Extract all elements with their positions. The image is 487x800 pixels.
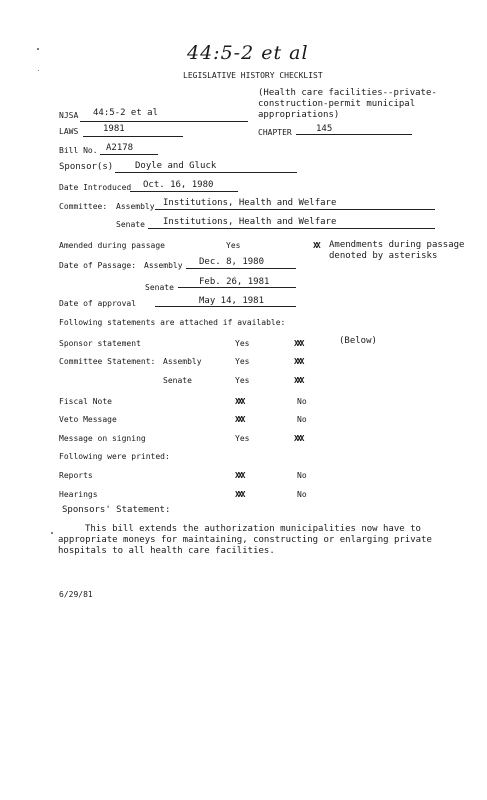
sponsors-statement-line-1: This bill extends the authorization municipalities now have to [85,524,421,534]
committee-senate-underline [148,228,435,229]
chapter-value: 145 [316,124,333,134]
committee-assembly-value: Institutions, Health and Welfare [163,198,337,208]
subject-line-2: construction-permit municipal [258,99,416,109]
amended-value: Yes [226,241,241,250]
committee-assembly-label: Assembly [116,202,155,211]
footer-date: 6/29/81 [59,590,93,599]
laws-value: 1981 [103,124,125,134]
subject-line-1: (Health care facilities--private- [258,88,437,98]
chapter-label: CHAPTER [258,128,292,137]
passage-assembly-value: Dec. 8, 1980 [199,257,265,267]
sponsors-value: Doyle and Gluck [135,161,217,171]
bill-underline [100,154,158,155]
njsa-underline [80,121,248,122]
page-title: LEGISLATIVE HISTORY CHECKLIST [183,71,323,80]
njsa-value: 44:5-2 et al [93,108,159,118]
approval-label: Date of approval [59,299,137,308]
bill-label: Bill No. [59,146,98,155]
committee-statement-label: Committee Statement: [59,357,156,366]
veto-message-no: No [297,415,307,424]
committee-statement-assembly-yes: Yes [235,357,250,366]
sponsors-label: Sponsor(s) [59,162,114,172]
hearings-yes-struck: XXX [235,490,244,499]
chapter-underline [296,134,412,135]
committee-statement-senate-label: Senate [163,376,192,385]
hearings-label: Hearings [59,490,98,499]
committee-statement-senate-yes: Yes [235,376,250,385]
scan-speck [37,48,39,50]
committee-senate-label: Senate [116,220,145,229]
hearings-no: No [297,490,307,499]
bill-value: A2178 [106,143,134,153]
amended-label: Amended during passage [59,241,165,250]
date-introduced-underline [130,191,238,192]
sponsors-underline [115,172,297,173]
fiscal-note-no: No [297,397,307,406]
laws-label: LAWS [59,127,79,136]
passage-senate-underline [178,287,296,288]
amended-struck-mark: XX [313,241,319,250]
fiscal-note-label: Fiscal Note [59,397,112,406]
amended-note-line-1: Amendments during passage [329,240,465,250]
committee-statement-assembly-no-struck: XXX [294,357,303,366]
reports-no: No [297,471,307,480]
passage-senate-label: Senate [145,283,174,292]
sponsor-statement-yes: Yes [235,339,250,348]
date-introduced-label: Date Introduced [59,183,132,192]
njsa-label: NJSA [59,111,79,120]
committee-statement-assembly-label: Assembly [163,357,202,366]
committee-label: Committee: [59,202,108,211]
sponsors-statement-line-2: appropriate moneys for maintaining, constructing or enlarging private [58,535,432,545]
amended-note-line-2: denoted by asterisks [329,251,438,261]
sponsor-statement-no-struck: XXX [294,339,303,348]
scan-speck [51,532,53,534]
fiscal-note-yes-struck: XXX [235,397,244,406]
handwritten-reference: 44:5-2 et al [187,42,309,64]
date-introduced-value: Oct. 16, 1980 [143,180,214,190]
sponsor-statement-note: (Below) [339,336,377,346]
signing-message-label: Message on signing [59,434,146,443]
reports-label: Reports [59,471,93,480]
committee-assembly-underline [155,209,435,210]
signing-message-no-struck: XXX [294,434,303,443]
scan-speck [38,70,39,71]
sponsors-statement-heading: Sponsors' Statement: [62,505,171,515]
subject-line-3: appropriations) [258,110,340,120]
approval-underline [155,306,296,307]
signing-message-yes: Yes [235,434,250,443]
sponsors-statement-line-3: hospitals to all health care facilities. [58,546,275,556]
reports-yes-struck: XXX [235,471,244,480]
passage-assembly-underline [186,268,296,269]
laws-underline [83,136,183,137]
passage-label: Date of Passage: [59,261,137,270]
approval-value: May 14, 1981 [199,296,265,306]
attached-heading: Following statements are attached if available: [59,318,286,327]
veto-message-label: Veto Message [59,415,117,424]
printed-heading: Following were printed: [59,452,170,461]
passage-assembly-label: Assembly [144,261,183,270]
committee-statement-senate-no-struck: XXX [294,376,303,385]
veto-message-yes-struck: XXX [235,415,244,424]
committee-senate-value: Institutions, Health and Welfare [163,217,337,227]
passage-senate-value: Feb. 26, 1981 [199,277,270,287]
sponsor-statement-label: Sponsor statement [59,339,141,348]
